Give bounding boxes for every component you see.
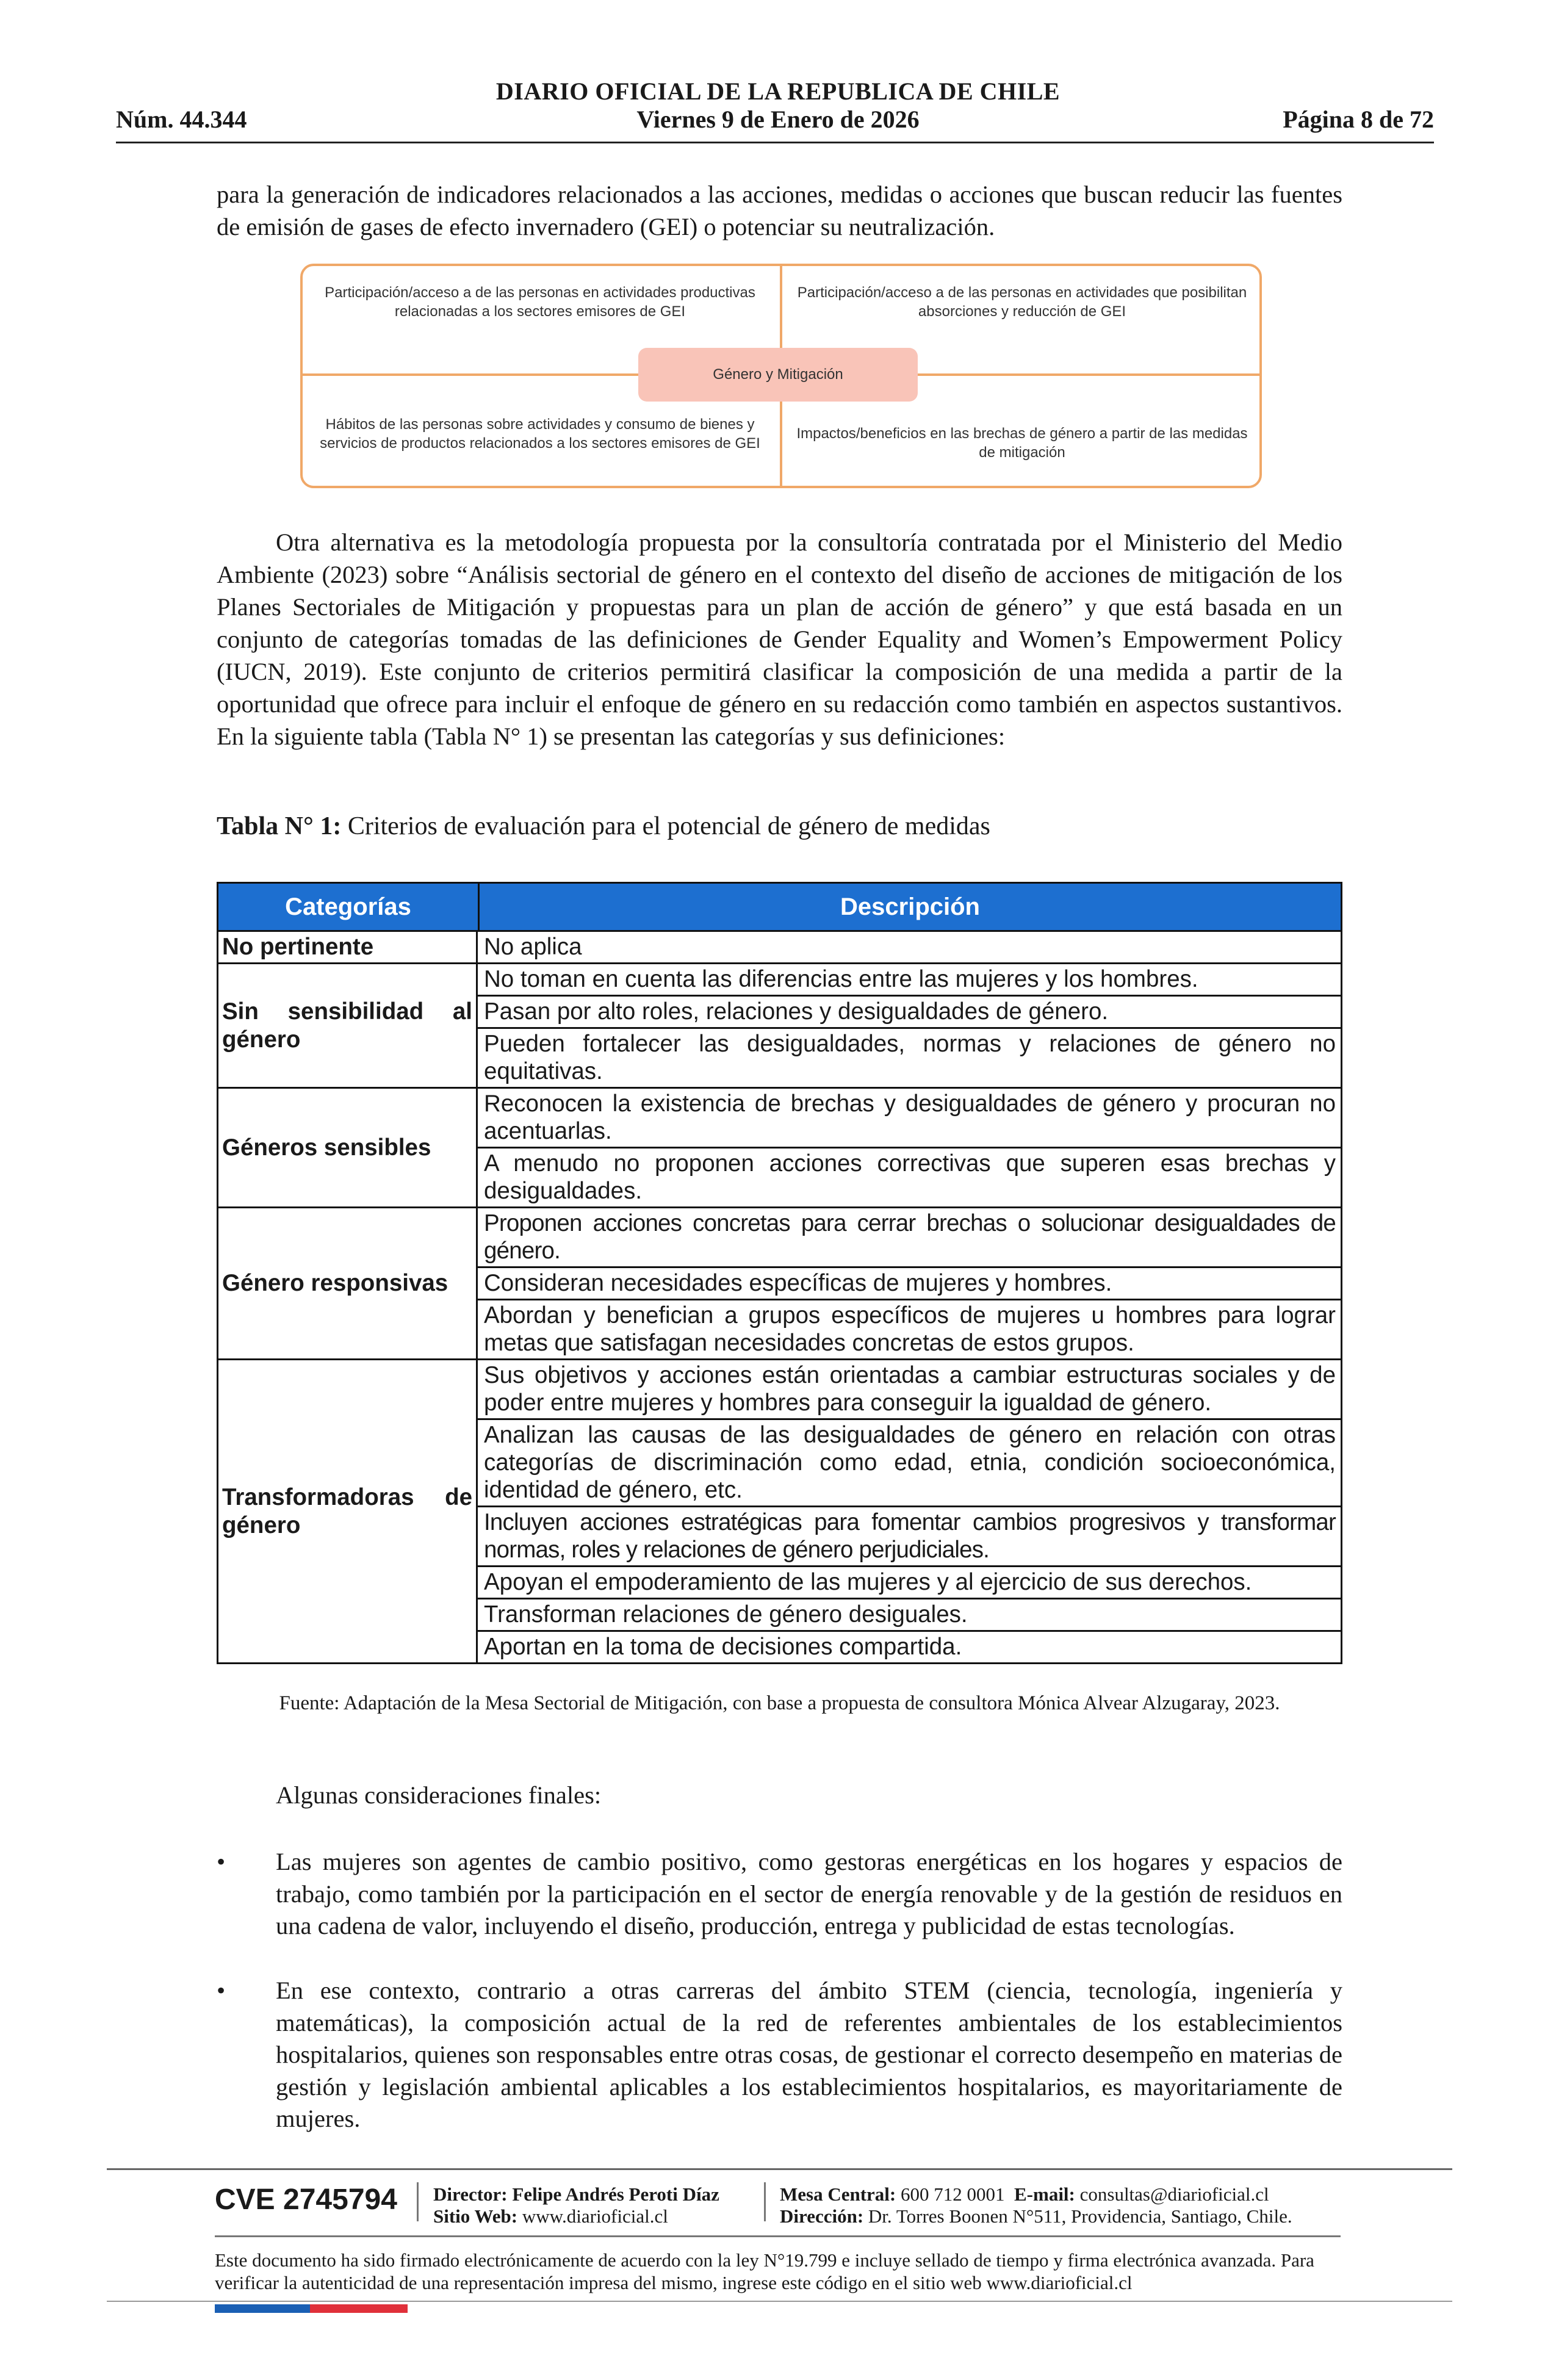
table-header-row: [217, 882, 1342, 932]
category-cell: [218, 1360, 478, 1662]
final-intro: Algunas consideraciones finales:: [276, 1781, 602, 1809]
description-cell: Pueden fortalecer las desigualdades, normas y relaciones de género no equitativas.: [484, 1031, 1336, 1084]
flag-stripe-red: [310, 2304, 408, 2313]
footer-separator: [764, 2182, 766, 2221]
description-cell: Consideran necesidades específicas de mujeres y hombres.: [478, 1268, 1341, 1300]
description-cell: Apoyan el empoderamiento de las mujeres y al ejercicio de sus derechos.: [478, 1567, 1341, 1599]
description-cell: Analizan las causas de las desigualdades de género en relación con otras categorías de discriminación como edad, etnia, condición socioeconómica, identidad de género, etc.: [478, 1420, 1341, 1507]
body-paragraph-1: para la generación de indicadores relacionados a las acciones, medidas o acciones que buscan reducir las fuentes de emisión de gases de efecto invernadero (GEI) o potenciar su neutralización.: [217, 181, 1342, 240]
category-label: No pertinente: [222, 934, 374, 960]
address-label: Dirección:: [780, 2205, 864, 2227]
category-label: Género responsivas: [222, 1270, 448, 1296]
diagram-top-left: Participación/acceso a de las personas en actividades productivas relacionadas a los sectores emisores de GEI: [325, 284, 755, 320]
diagram-top-right: Participación/acceso a de las personas en actividades que posibilitan absorciones y reducción de GEI: [797, 284, 1247, 320]
body-paragraph-2: Otra alternativa es la metodología propuesta por la consultoría contratada por el Ministerio del Medio Ambiente (2023) sobre “Análisis sectorial de género en el contexto del diseño de acciones de mitigación de los Planes Sectoriales de Mitigación y propuestas para un plan de acción de género” y que está basada en un conjunto de categorías tomadas de las definiciones de Gender Equality and Women’s Empowerment Policy (IUCN, 2019). Este conjunto de criterios permitirá clasificar la composición de una medida a partir de la oportunidad que ofrece para incluir el enfoque de género en su redacción como también en aspectos sustantivos. En la siguiente tabla (Tabla N° 1) se presentan las categorías y sus definiciones:: [217, 528, 1342, 750]
criteria-table: [217, 882, 1342, 1664]
footer-divider-3: [107, 2301, 1452, 2302]
header-descripcion: Descripción: [840, 893, 980, 920]
description-cell: No aplica: [484, 934, 582, 960]
web-link[interactable]: www.diarioficial.cl: [517, 2205, 668, 2227]
description-cell: No toman en cuenta las diferencias entre las mujeres y los hombres.: [478, 964, 1341, 997]
footer-divider-2: [215, 2235, 1341, 2237]
description-cell: Abordan y benefician a grupos específicos de mujeres u hombres para lograr metas que satisfagan necesidades concretas de estos grupos.: [484, 1302, 1336, 1356]
footer-director-block: [433, 2183, 719, 2227]
description-cell: Reconocen la existencia de brechas y desigualdades de género y procuran no acentuarlas.: [478, 1089, 1341, 1149]
flag-stripe-blue: [215, 2304, 310, 2313]
category-cell: [218, 1089, 478, 1206]
table-caption-text: Criterios de evaluación para el potencial de género de medidas: [341, 812, 990, 840]
header-categorias: Categorías: [218, 884, 480, 930]
table-group-no-pertinente: [217, 932, 1342, 964]
issue-number: Núm. 44.344: [116, 106, 247, 133]
table-group-transformadoras: [217, 1360, 1342, 1664]
description-cell: Pasan por alto roles, relaciones y desigualdades de género.: [478, 997, 1341, 1029]
table-group-genero-responsivas: [217, 1208, 1342, 1360]
table-group-sin-sensibilidad: [217, 964, 1342, 1089]
cve-code: CVE 2745794: [215, 2183, 397, 2216]
description-cell: Proponen acciones concretas para cerrar brechas o solucionar desigualdades de género.: [478, 1208, 1341, 1268]
description-list: [478, 932, 1341, 962]
category-cell: [218, 932, 478, 962]
bullet-item: [217, 1846, 1342, 1942]
table-source: Fuente: Adaptación de la Mesa Sectorial de Mitigación, con base a propuesta de consultora Mónica Alvear Alzugaray, 2023.: [279, 1692, 1280, 1714]
description-cell: A menudo no proponen acciones correctivas que superen esas brechas y desigualdades.: [484, 1150, 1336, 1204]
newspaper-title: DIARIO OFICIAL DE LA REPUBLICA DE CHILE: [495, 78, 1061, 105]
page-indicator: Página 8 de 72: [1283, 106, 1434, 133]
table-caption-label: Tabla N° 1:: [217, 812, 342, 840]
description-cell: Sus objetivos y acciones están orientadas a cambiar estructuras sociales y de poder entre mujeres y hombres para conseguir la igualdad de género.: [478, 1360, 1341, 1420]
director-name: Felipe Andrés Peroti Díaz: [507, 2183, 719, 2205]
category-label: Transformadoras de género: [222, 1484, 472, 1538]
footer-separator: [417, 2182, 419, 2221]
table-group-generos-sensibles: [217, 1089, 1342, 1208]
category-label: Géneros sensibles: [222, 1134, 431, 1161]
mesa-phone: 600 712 0001: [896, 2183, 1005, 2205]
address-value: Dr. Torres Boonen N°511, Providencia, Santiago, Chile.: [863, 2205, 1292, 2227]
header-divider: [116, 142, 1434, 143]
gender-mitigation-diagram: [299, 262, 1263, 489]
category-label: Sin sensibilidad al género: [222, 998, 472, 1053]
footer-contact-block: [780, 2183, 1292, 2227]
bullet-icon: •: [217, 1848, 226, 1875]
description-list: [478, 1089, 1341, 1206]
description-list: [478, 964, 1341, 1087]
bullet-item: [217, 1975, 1342, 2135]
diagram-center: Género y Mitigación: [638, 348, 918, 402]
director-label: Director:: [433, 2183, 508, 2205]
description-list: [478, 1360, 1341, 1662]
legal-notice: Este documento ha sido firmado electrónicamente de acuerdo con la ley N°19.799 e incluye sellado de tiempo y firma electrónica avanzada. Para verificar la autenticidad de una representación impresa del mismo, ingrese este código en el sitio web www.diarioficial.cl: [215, 2249, 1314, 2293]
bullet-text: En ese contexto, contrario a otras carreras del ámbito STEM (ciencia, tecnología, ingeniería y matemáticas), la composición actual de la red de referentes ambientales de los establecimientos hospitalarios, quienes son responsables entre otras cosas, de gestionar el correcto desempeño en materias de gestión y legislación ambiental aplicables a los establecimientos hospitalarios, es mayoritariamente de mujeres.: [276, 1977, 1342, 2132]
bullet-text: Las mujeres son agentes de cambio positivo, como gestoras energéticas en los hogares y espacios de trabajo, como también por la participación en el sector de energía renovable y de la gestión de residuos en una cadena de valor, incluyendo el diseño, producción, entrega y publicidad de estas tecnologías.: [276, 1848, 1342, 1939]
bullet-icon: •: [217, 1977, 226, 2004]
diagram-bottom-left: Hábitos de las personas sobre actividades y consumo de bienes y servicios de productos relacionados a los sectores emisores de GEI: [320, 416, 760, 452]
description-list: [478, 1208, 1341, 1358]
diagram-bottom-right: Impactos/beneficios en las brechas de género a partir de las medidas de mitigación: [796, 425, 1248, 461]
email-link[interactable]: consultas@diarioficial.cl: [1075, 2183, 1269, 2205]
email-label: E-mail:: [1014, 2183, 1075, 2205]
mesa-label: Mesa Central:: [780, 2183, 896, 2205]
footer-divider: [107, 2168, 1452, 2170]
description-cell: Aportan en la toma de decisiones compartida.: [484, 1634, 962, 1660]
description-cell: Transforman relaciones de género desiguales.: [478, 1599, 1341, 1632]
issue-date: Viernes 9 de Enero de 2026: [636, 106, 920, 133]
web-label: Sitio Web:: [433, 2205, 518, 2227]
category-cell: [218, 1208, 478, 1358]
description-cell: Incluyen acciones estratégicas para fomentar cambios progresivos y transformar normas, roles y relaciones de género perjudiciales.: [478, 1507, 1341, 1567]
category-cell: [218, 964, 478, 1087]
table-caption: [217, 812, 990, 841]
